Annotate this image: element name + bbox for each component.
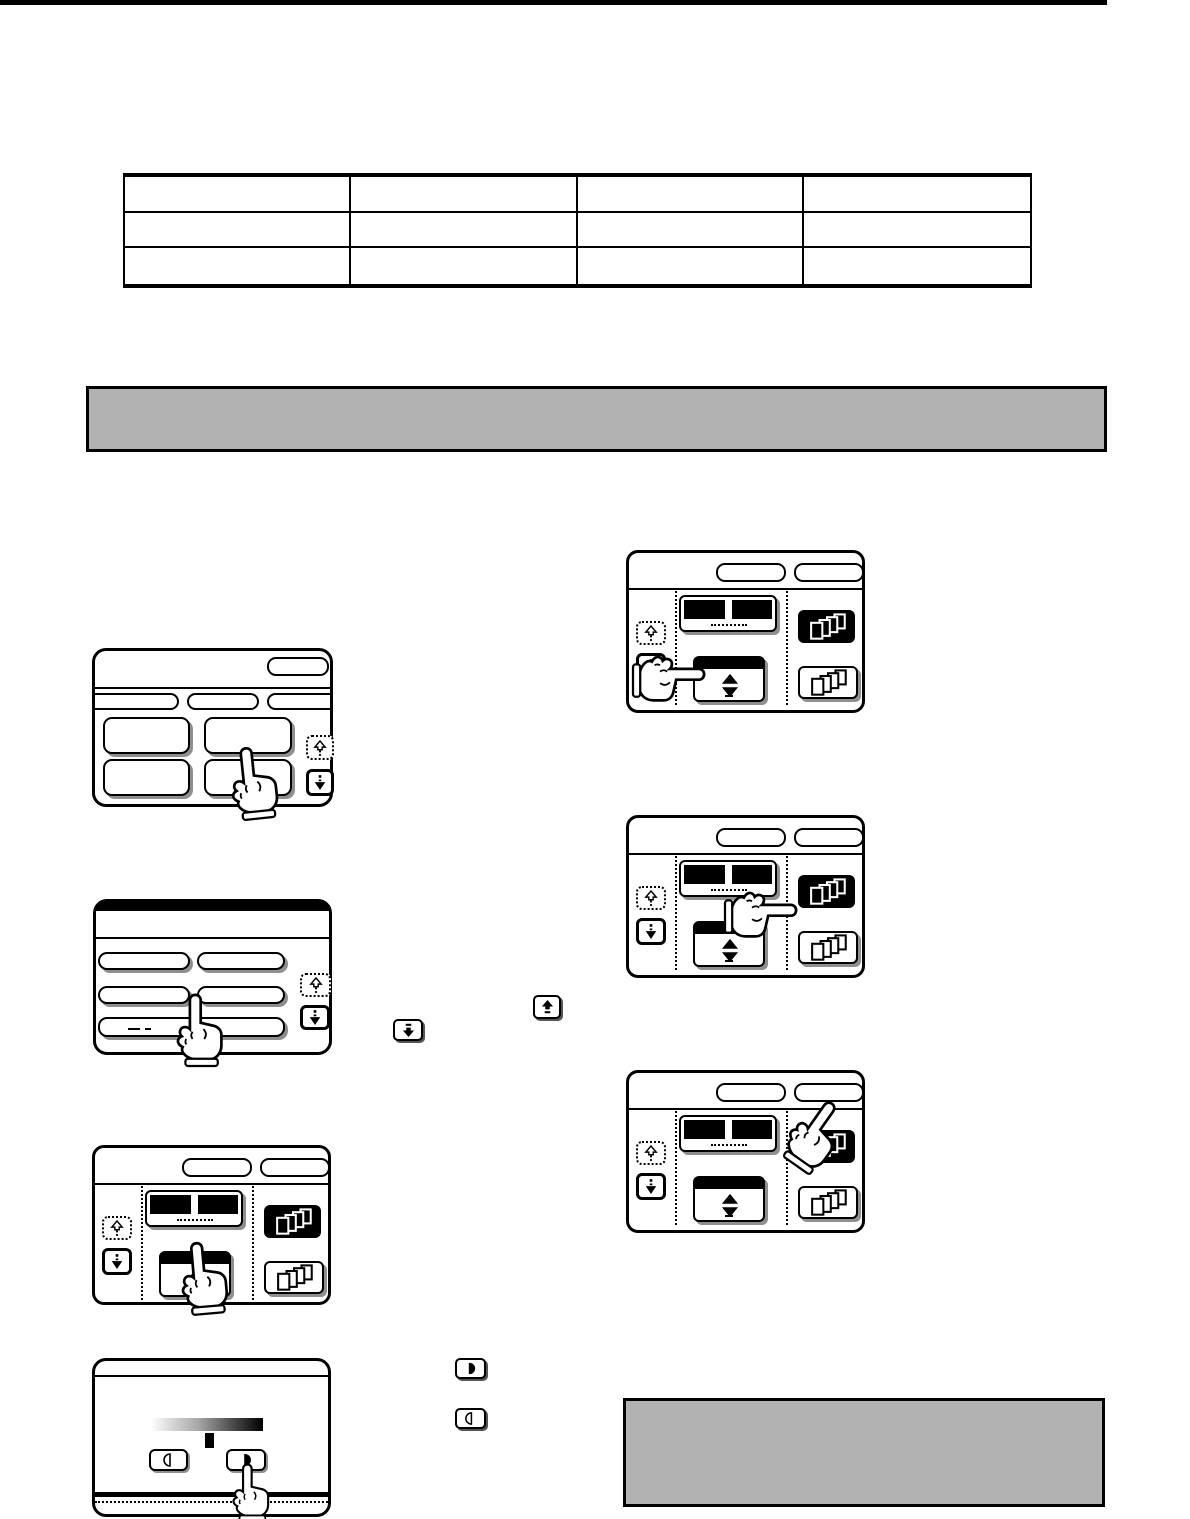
menu-grid-button-3[interactable] <box>103 759 190 796</box>
pointing-hand-icon <box>221 742 283 823</box>
dotted-rule <box>95 1501 328 1503</box>
thick-rule <box>95 1492 328 1497</box>
darker-key-icon <box>455 1358 486 1379</box>
group-button[interactable] <box>264 1261 324 1294</box>
text-remnant-dash <box>725 695 733 697</box>
text-remnant-dash <box>725 960 733 962</box>
touchscreen-menu-panel <box>92 648 333 807</box>
list-button-row1-left[interactable] <box>98 952 190 970</box>
scroll-up-button[interactable] <box>636 886 666 910</box>
tab-button-2[interactable] <box>187 693 259 710</box>
panel-title-bar <box>95 901 330 911</box>
dotted-separator <box>675 856 677 970</box>
scroll-up-icon <box>313 739 327 757</box>
scroll-up-icon <box>309 976 323 994</box>
table-cell <box>351 213 577 249</box>
scroll-up-button[interactable] <box>306 735 334 760</box>
group-pages-icon <box>808 1189 848 1217</box>
divider-line <box>629 588 862 590</box>
table-cell <box>351 177 577 213</box>
table-cell <box>578 213 804 249</box>
scroll-down-icon <box>644 1178 658 1196</box>
spec-table <box>123 173 1032 288</box>
sort-pages-icon <box>273 1208 313 1236</box>
sort-pages-icon <box>807 878 847 906</box>
note-box <box>623 1398 1105 1507</box>
top-button-left[interactable] <box>716 1083 786 1102</box>
scroll-down-key-icon <box>393 1019 423 1041</box>
section-heading-banner <box>86 386 1107 452</box>
scroll-down-button[interactable] <box>636 918 666 945</box>
scroll-up-icon <box>110 1219 124 1237</box>
text-remnant-dash <box>725 1215 733 1217</box>
pointing-hand-icon <box>171 992 225 1068</box>
scroll-down-button[interactable] <box>102 1248 132 1275</box>
sort-screen-1 <box>92 1145 331 1305</box>
scroll-up-icon <box>644 1144 658 1162</box>
text-remnant-dots <box>177 1219 213 1221</box>
divider-line <box>95 687 330 689</box>
sort-screen-3 <box>626 815 865 978</box>
scroll-down-icon <box>110 1253 124 1271</box>
staple-sort-button[interactable] <box>145 1190 243 1227</box>
staple-slot <box>725 600 732 619</box>
staple-slot <box>725 1120 732 1139</box>
sort-screen-4 <box>626 1070 865 1233</box>
table-cell <box>578 177 804 213</box>
top-right-button[interactable] <box>794 828 864 847</box>
sort-pages-icon <box>807 613 847 641</box>
divider-line <box>95 1375 328 1377</box>
group-pages-icon <box>808 934 848 962</box>
lighter-key-icon <box>455 1408 486 1429</box>
lighter-button[interactable] <box>149 1449 188 1471</box>
scroll-down-button[interactable] <box>306 769 334 796</box>
scroll-up-button[interactable] <box>102 1216 132 1240</box>
exposure-level-indicator <box>205 1433 214 1448</box>
group-pages-icon <box>274 1264 314 1292</box>
group-button[interactable] <box>798 931 858 964</box>
table-cell <box>125 213 351 249</box>
exposure-gradient-bar <box>151 1418 263 1431</box>
table-cell <box>804 177 1030 213</box>
table-cell <box>125 248 351 284</box>
divider-line <box>95 1183 328 1185</box>
staple-position-icon <box>150 1195 238 1214</box>
touchscreen-list-panel <box>93 899 332 1055</box>
table-cell <box>804 248 1030 284</box>
text-remnant-dots <box>711 624 747 626</box>
scroll-down-icon <box>308 1009 322 1027</box>
staple-sort-button[interactable] <box>679 1115 777 1152</box>
group-pages-icon <box>808 669 848 697</box>
staple-slot <box>191 1195 198 1214</box>
table-cell <box>804 213 1030 249</box>
pointing-hand-icon <box>172 1238 232 1318</box>
group-button[interactable] <box>798 666 858 699</box>
staple-position-icon <box>684 865 772 884</box>
sort-selected-button[interactable] <box>264 1205 321 1238</box>
list-button-row1-right[interactable] <box>197 952 285 970</box>
scroll-down-icon <box>313 774 327 792</box>
table-cell <box>351 248 577 284</box>
scroll-down-button[interactable] <box>636 1173 666 1200</box>
sort-updown-button[interactable] <box>693 1176 765 1222</box>
staple-sort-button[interactable] <box>679 595 777 632</box>
divider-line <box>96 937 329 939</box>
top-button-left[interactable] <box>182 1158 252 1177</box>
scroll-down-icon <box>644 923 658 941</box>
pointing-hand-icon <box>631 650 707 704</box>
table-cell <box>125 177 351 213</box>
group-button[interactable] <box>798 1186 858 1219</box>
staple-position-icon <box>684 600 772 619</box>
top-button-left[interactable] <box>716 828 786 847</box>
pointing-hand-icon <box>228 1462 271 1519</box>
scroll-up-button[interactable] <box>636 1141 666 1165</box>
menu-grid-button-1[interactable] <box>103 717 190 754</box>
sort-screen-2 <box>626 550 865 713</box>
divider-line <box>629 853 862 855</box>
button-header-bar <box>695 1178 763 1189</box>
scroll-up-key-icon <box>533 995 561 1019</box>
dotted-separator <box>675 1111 677 1225</box>
dotted-separator <box>252 1186 254 1300</box>
dotted-separator <box>786 591 788 705</box>
text-remnant-dots <box>711 1144 747 1146</box>
page-top-rule <box>0 0 1107 5</box>
sort-selected-button[interactable] <box>798 610 855 643</box>
scroll-up-icon <box>644 889 658 907</box>
staple-slot <box>725 865 732 884</box>
scroll-down-button[interactable] <box>300 1005 330 1030</box>
pointing-hand-icon <box>723 886 799 940</box>
scroll-up-button[interactable] <box>636 621 666 645</box>
top-right-button[interactable] <box>267 657 329 676</box>
text-remnant-dash <box>145 1028 151 1030</box>
tab-button-3[interactable] <box>267 693 332 710</box>
scroll-up-button[interactable] <box>300 973 331 997</box>
top-right-button[interactable] <box>260 1158 330 1177</box>
touchscreen-exposure-panel <box>92 1358 331 1517</box>
tab-button-1[interactable] <box>93 693 179 710</box>
scroll-up-icon <box>644 624 658 642</box>
sort-selected-button[interactable] <box>798 875 855 908</box>
table-cell <box>578 248 804 284</box>
top-right-button[interactable] <box>794 563 864 582</box>
text-remnant-dash <box>128 1028 140 1030</box>
top-button-left[interactable] <box>716 563 786 582</box>
staple-position-icon <box>684 1120 772 1139</box>
dotted-separator <box>141 1186 143 1300</box>
lighter-semicircle-icon <box>160 1453 178 1467</box>
